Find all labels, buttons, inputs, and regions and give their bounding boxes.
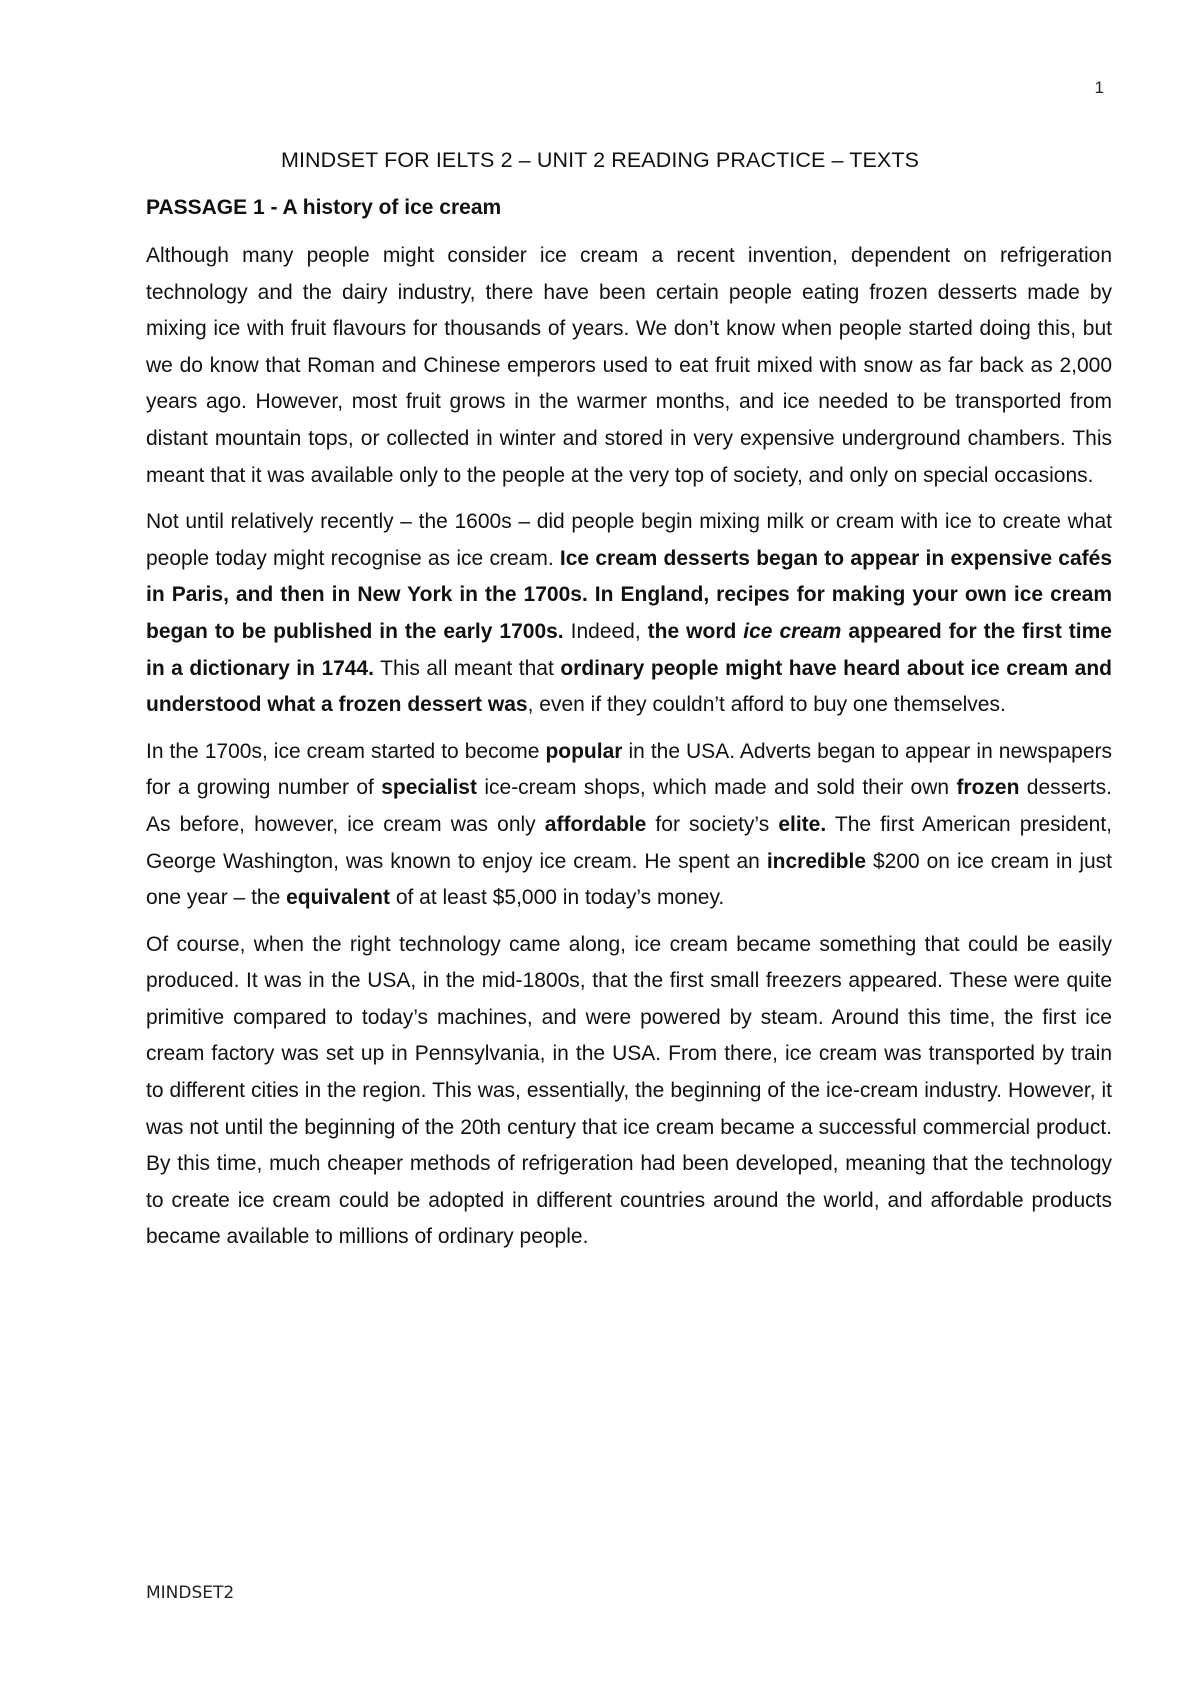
text-run: ice-cream shops, which made and sold their own xyxy=(476,776,957,800)
text-run: equivalent xyxy=(286,886,390,910)
text-run: The first American president, George Washington, was known to enjoy ice cream. He spent an xyxy=(146,812,1113,873)
text-run: Ice cream desserts began to appear in expensive cafés in Paris, and then in New York in the 1700s. In England, recipes for making your own ice cream began to be published in the early 1700s. xyxy=(146,546,1112,643)
text-run: incredible xyxy=(766,849,867,873)
text-run: Not until relatively recently – the 1600s – did people begin mixing milk or cream with ice to create what people today might recognise as ice cream. xyxy=(146,510,1112,570)
text-run: Although many people might consider ice cream a recent invention, dependent on refrigeration technology and the dairy industry, there have been certain people eating frozen desserts made by mixing ice with fruit flavours for thousands of years. We don’t know when people started doing this, but we do know that Roman and Chinese emperors used to eat fruit mixed with snow as far back as 2,000 years ago. However, most fruit grows in the warmer months, and ice needed to be transported from distant mountain tops, or collected in winter and stored in very expensive underground chambers. This meant that it was available only to the people at the very top of society, and only on special occasions. xyxy=(146,244,1112,487)
paragraph-1 xyxy=(146,238,1112,494)
paragraph-2 xyxy=(146,504,1112,724)
passage-heading: PASSAGE 1 - A history of ice cream xyxy=(146,196,502,219)
text-run: desserts. As before, however, ice cream was only xyxy=(146,776,1112,836)
paragraph-4 xyxy=(146,927,1112,1256)
text-run: $200 on ice cream in just one year – the xyxy=(146,849,1113,910)
text-run: Indeed, xyxy=(563,619,648,643)
text-run: In the 1700s, ice cream started to become xyxy=(146,739,546,763)
text-run: of at least $5,000 in today’s money. xyxy=(389,886,725,910)
text-run: This all meant that xyxy=(374,656,561,680)
text-run: appeared for the first time in a dictionary in 1744. xyxy=(146,619,1112,680)
text-run: ordinary people might have heard about ice cream and understood what a frozen dessert was xyxy=(146,656,1113,717)
paragraph-3 xyxy=(146,734,1112,917)
passage-body xyxy=(146,238,1112,1266)
text-run: affordable xyxy=(544,812,647,836)
text-run: ice cream xyxy=(743,619,842,643)
text-run: elite. xyxy=(778,812,827,836)
text-run: the word xyxy=(647,619,744,643)
text-run: , even if they couldn’t afford to buy one themselves. xyxy=(527,693,1006,717)
footer-label: MINDSET2 xyxy=(146,1583,235,1603)
text-run: Of course, when the right technology came along, ice cream became something that could be easily produced. It was in the USA, in the mid-1800s, that the first small freezers appeared. These were quite primitive compared to today’s machines, and were powered by steam. Around this time, the first ice cream factory was set up in Pennsylvania, in the USA. From there, ice cream was transported by train to different cities in the region. This was, essentially, the beginning of the ice-cream industry. However, it was not until the beginning of the 20th century that ice cream became a successful commercial product. By this time, much cheaper methods of refrigeration had been developed, meaning that the technology to create ice cream could be adopted in different countries around the world, and affordable products became available to millions of ordinary people. xyxy=(146,932,1112,1249)
text-run: specialist xyxy=(381,776,477,800)
page-number: 1 xyxy=(1094,78,1104,97)
text-run: popular xyxy=(545,739,623,763)
document-title: MINDSET FOR IELTS 2 – UNIT 2 READING PRACTICE – TEXTS xyxy=(280,148,920,172)
text-run: frozen xyxy=(956,776,1020,800)
text-run: for society’s xyxy=(646,812,779,836)
text-run: in the USA. Adverts began to appear in newspapers for a growing number of xyxy=(146,739,1112,800)
